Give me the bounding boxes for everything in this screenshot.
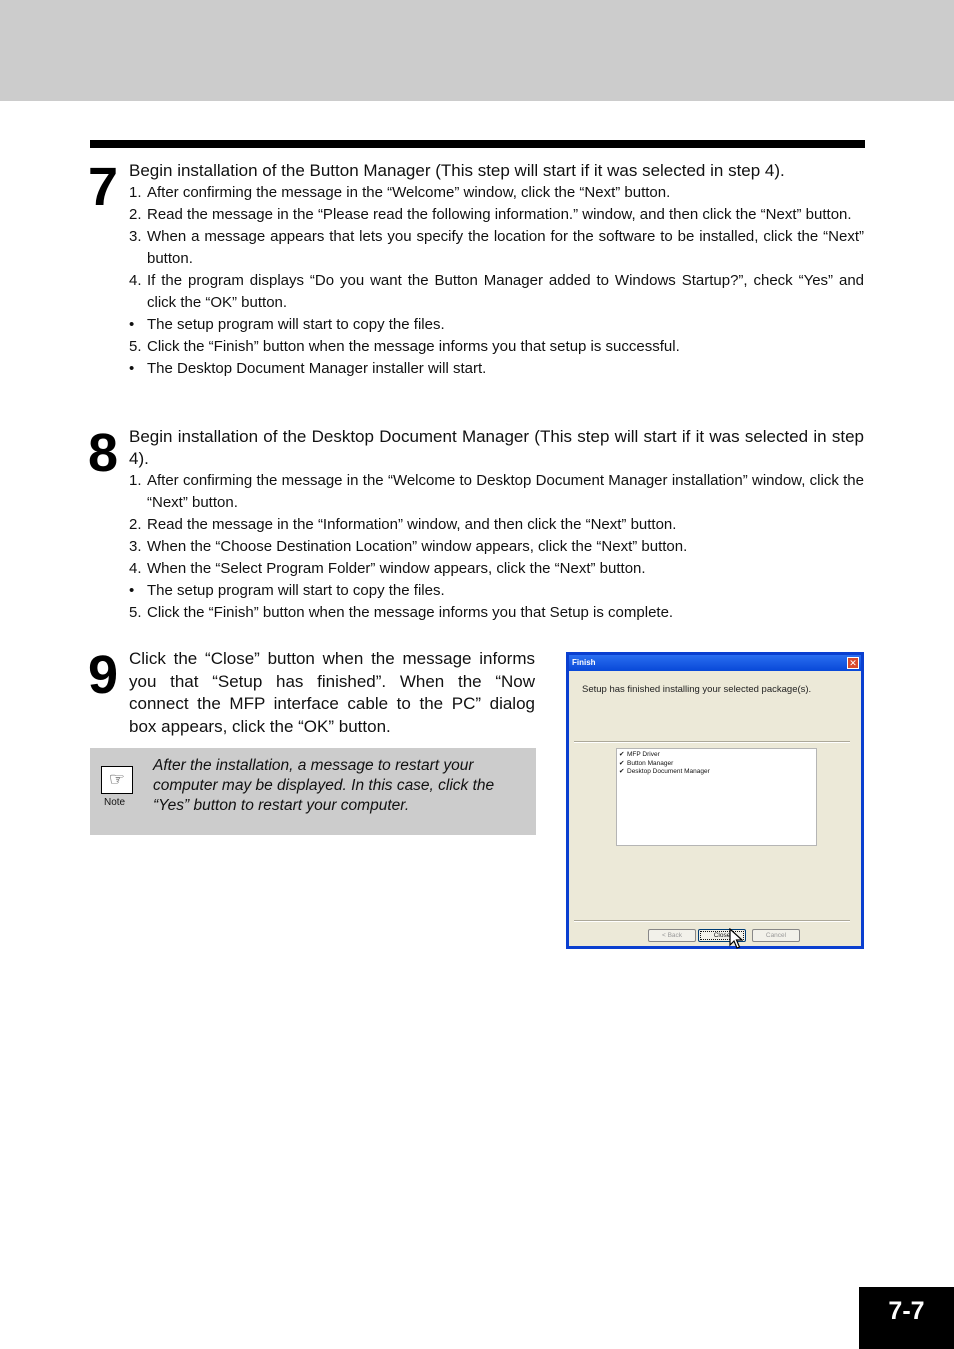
cancel-button[interactable]: Cancel (752, 929, 800, 942)
checkmark-icon: ✔ (619, 768, 625, 775)
dialog-body (569, 671, 861, 946)
list-item (129, 226, 864, 270)
list-item (129, 336, 864, 358)
dialog-title: Finish (572, 658, 596, 667)
list-item-text: The Desktop Document Manager installer will start. (147, 360, 487, 377)
checkmark-icon: ✔ (619, 759, 625, 767)
package-item: ✔ Desktop Document Manager (619, 768, 710, 775)
dialog-titlebar (569, 655, 861, 671)
list-marker: 1. (129, 472, 142, 489)
list-item-text: When the “Select Program Folder” window appears, click the “Next” button. (147, 560, 646, 577)
list-marker: 3. (129, 228, 142, 245)
list-item (129, 514, 864, 536)
step-7-title: Begin installation of the Button Manager (This step will start if it was selected in step 4). (129, 161, 785, 180)
close-button[interactable]: Close (698, 929, 746, 942)
list-marker: 3. (129, 538, 142, 555)
list-marker: 4. (129, 272, 142, 289)
step-8 (129, 426, 864, 624)
mouse-pointer-icon (729, 928, 743, 950)
list-item (129, 314, 864, 336)
step-8-title: Begin installation of the Desktop Document Manager (This step will start if it was selected in step 4). (129, 427, 864, 468)
list-item-text: The setup program will start to copy the files. (147, 582, 445, 599)
list-item (129, 358, 864, 380)
list-item (129, 580, 864, 602)
list-item-text: When a message appears that lets you specify the location for the software to be installed, click the “Next” button. (147, 228, 864, 267)
list-marker: 5. (129, 338, 142, 355)
list-item-text: The setup program will start to copy the files. (147, 316, 445, 333)
list-marker: 2. (129, 516, 142, 533)
list-item (129, 270, 864, 314)
section-rule (90, 140, 865, 148)
page-number: 7-7 (859, 1287, 954, 1349)
pointing-hand-icon: ☞ (101, 766, 133, 794)
list-item-text: Read the message in the “Information” window, and then click the “Next” button. (147, 516, 677, 533)
list-item (129, 470, 864, 514)
step-7 (129, 160, 864, 380)
note-text: After the installation, a message to restart your computer may be displayed. In this case, click the “Yes” button to restart your computer. (153, 757, 495, 814)
checkmark-icon: ✔ (619, 751, 625, 758)
step-7-list (129, 182, 864, 380)
list-item-text: Click the “Finish” button when the message informs you that setup is successful. (147, 338, 680, 355)
dialog-message: Setup has finished installing your selected package(s). (582, 684, 812, 695)
package-item: ✔ Button Manager (619, 759, 674, 767)
list-item-text: Read the message in the “Please read the following information.” window, and then click the “Next” button. (147, 206, 852, 223)
list-item-text: After confirming the message in the “Welcome” window, click the “Next” button. (147, 184, 671, 201)
list-marker: 4. (129, 560, 142, 577)
list-item (129, 536, 864, 558)
note-box (90, 748, 536, 835)
dialog-divider (574, 741, 850, 743)
header-band (0, 0, 954, 101)
step-9-number: 9 (88, 645, 119, 705)
package-list (616, 748, 817, 846)
list-item-text: Click the “Finish” button when the message informs you that Setup is complete. (147, 604, 674, 621)
back-button[interactable]: < Back (648, 929, 696, 942)
list-item (129, 558, 864, 580)
list-marker: • (129, 582, 135, 599)
step-7-number: 7 (88, 157, 119, 217)
list-marker: 5. (129, 604, 142, 621)
list-item-text: After confirming the message in the “Welcome to Desktop Document Manager installation” window, click the “Next” button. (147, 472, 864, 511)
list-item-text: If the program displays “Do you want the Button Manager added to Windows Startup?”, check “Yes” and click the “OK” button. (147, 272, 864, 311)
list-marker: • (129, 360, 135, 377)
step-8-list (129, 470, 864, 624)
finish-dialog (566, 652, 864, 949)
list-item (129, 182, 864, 204)
step-9-text: Click the “Close” button when the message informs you that “Setup has finished”. When the “Now connect the MFP interface cable to the PC” dialog box appears, click the “OK” button. (129, 649, 535, 736)
close-icon[interactable]: ✕ (847, 657, 859, 669)
list-item-text: When the “Choose Destination Location” window appears, click the “Next” button. (147, 538, 688, 555)
note-label: Note (104, 797, 126, 808)
list-marker: • (129, 316, 135, 333)
list-marker: 2. (129, 206, 142, 223)
list-marker: 1. (129, 184, 142, 201)
list-item (129, 602, 864, 624)
package-item: ✔ MFP Driver (619, 751, 660, 758)
step-8-number: 8 (88, 423, 119, 483)
dialog-divider (574, 920, 850, 922)
list-item (129, 204, 864, 226)
